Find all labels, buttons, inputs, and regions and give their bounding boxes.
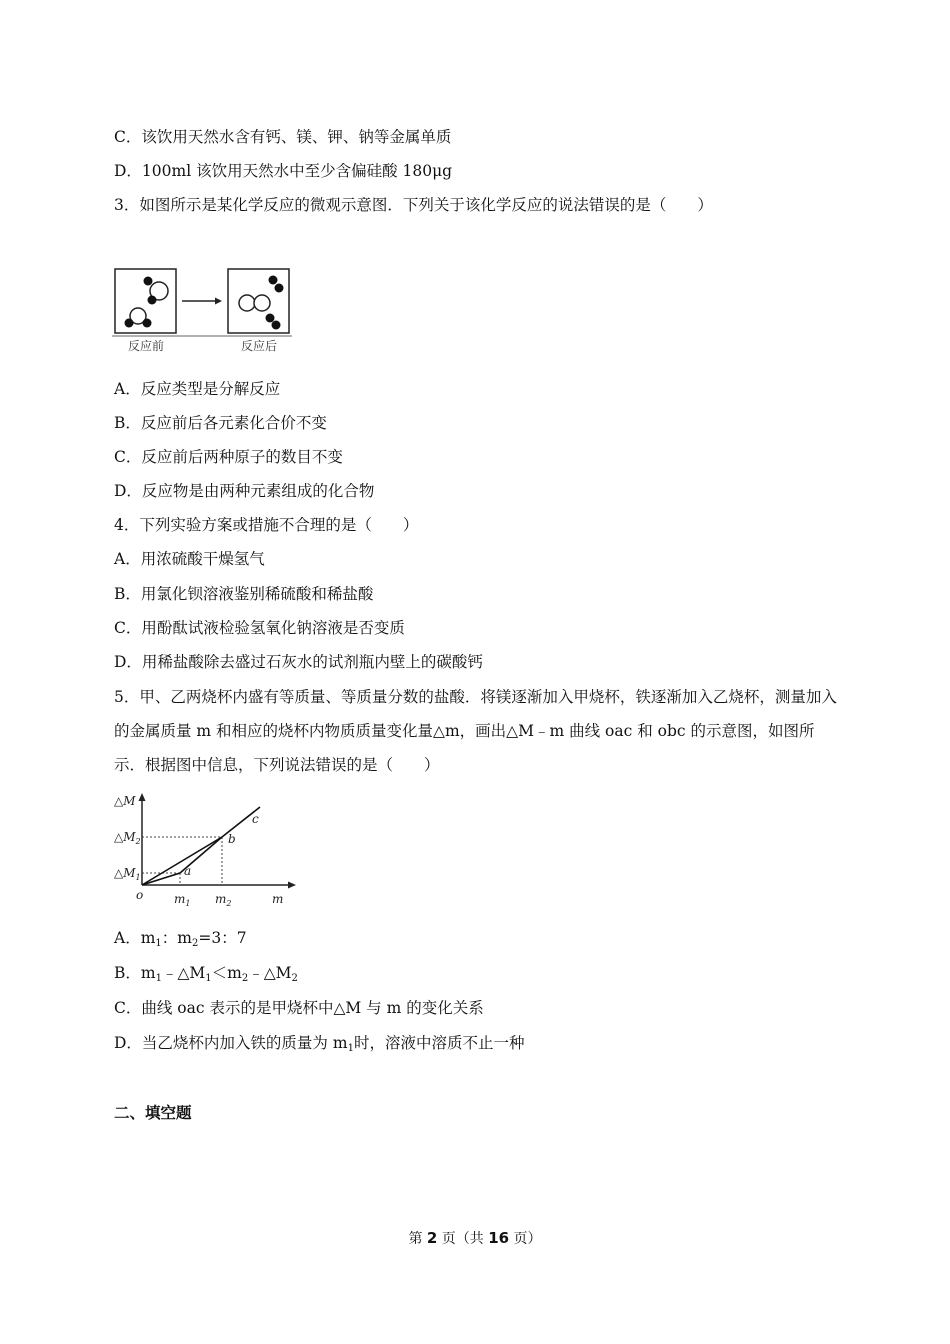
section-title: 二、填空题 — [114, 1103, 192, 1122]
tick-m2: $m_2$ — [215, 892, 232, 907]
large-atom-icon — [254, 295, 270, 311]
page-footer: 第 2 页（共 16 页） — [408, 1229, 542, 1247]
x-axis-label: m — [272, 892, 284, 906]
q4-option-b: B．用氯化钡溶液鉴别稀硫酸和稀盐酸 — [114, 585, 374, 603]
page-number: 2 — [426, 1229, 438, 1247]
q5-option-b: B．$m_1﹣\triangle M_1<m_2﹣\triangle M_2$ — [114, 964, 298, 984]
small-atom-icon — [125, 319, 134, 328]
tick-dm1: $\triangle M_1$ — [114, 866, 141, 882]
q5-option-d: D．当乙烧杯内加入铁的质量为 $m_1$时，溶液中溶质不止一种 — [114, 1034, 525, 1054]
q3-option-a: A．反应类型是分解反应 — [114, 380, 281, 398]
label-before: 反应前 — [127, 339, 165, 353]
label-after: 反应后 — [240, 339, 278, 353]
mass-change-graph — [112, 785, 302, 907]
q4-option-d: D．用稀盐酸除去盛过石灰水的试剂瓶内壁上的碳酸钙 — [114, 653, 483, 671]
large-atom-icon — [239, 295, 255, 311]
reaction-diagram — [112, 266, 292, 354]
tick-m1: $m_1$ — [174, 892, 191, 907]
small-atom-icon — [272, 321, 281, 330]
point-c-label: c — [252, 812, 259, 826]
small-atom-icon — [148, 296, 157, 305]
point-b-label: b — [228, 832, 236, 846]
q4-option-a: A．用浓硫酸干燥氢气 — [114, 550, 265, 568]
tick-dm2: $\triangle M_2$ — [114, 830, 141, 846]
q3-option-d: D．反应物是由两种元素组成的化合物 — [114, 482, 375, 500]
small-atom-icon — [275, 284, 284, 293]
q4-stem: 4．下列实验方案或措施不合理的是（ ） — [114, 516, 419, 534]
point-a-label: a — [184, 864, 192, 878]
q2-option-d: D．100ml 该饮用天然水中至少含偏硅酸 180μg — [114, 162, 453, 180]
q5-option-c: C．曲线 oac 表示的是甲烧杯中△M 与 m 的变化关系 — [114, 999, 484, 1017]
q2-option-c: C．该饮用天然水含有钙、镁、钾、钠等金属单质 — [114, 128, 452, 146]
q4-option-c: C．用酚酞试液检验氢氧化钠溶液是否变质 — [114, 619, 405, 637]
small-atom-icon — [269, 276, 278, 285]
y-axis-label: △M — [114, 794, 136, 808]
page-total: 16 — [488, 1229, 510, 1247]
small-atom-icon — [144, 277, 153, 286]
x-axis-arrow-icon — [288, 882, 296, 889]
q3-option-c: C．反应前后两种原子的数目不变 — [114, 448, 343, 466]
q3-stem: 3．如图所示是某化学反应的微观示意图．下列关于该化学反应的说法错误的是（ ） — [114, 196, 713, 214]
origin-label: o — [136, 888, 144, 902]
q5-option-a: A．$m_1$：$m_2=3$：7 — [114, 929, 247, 949]
q5-stem: 5．甲、乙两烧杯内盛有等质量、等质量分数的盐酸．将镁逐渐加入甲烧杯，铁逐渐加入乙烧杯，测量加入的金属质量 m 和相应的烧杯内物质质量变化量△m，画出△M﹣m 曲线 oac 和 obc 的示意图，如图所示．根据图中信息，下列说法错误的是（ ） — [114, 688, 837, 774]
small-atom-icon — [143, 319, 152, 328]
q3-option-b: B．反应前后各元素化合价不变 — [114, 414, 327, 432]
y-axis-arrow-icon — [139, 793, 146, 801]
arrow-head-icon — [215, 298, 222, 305]
small-atom-icon — [266, 314, 275, 323]
